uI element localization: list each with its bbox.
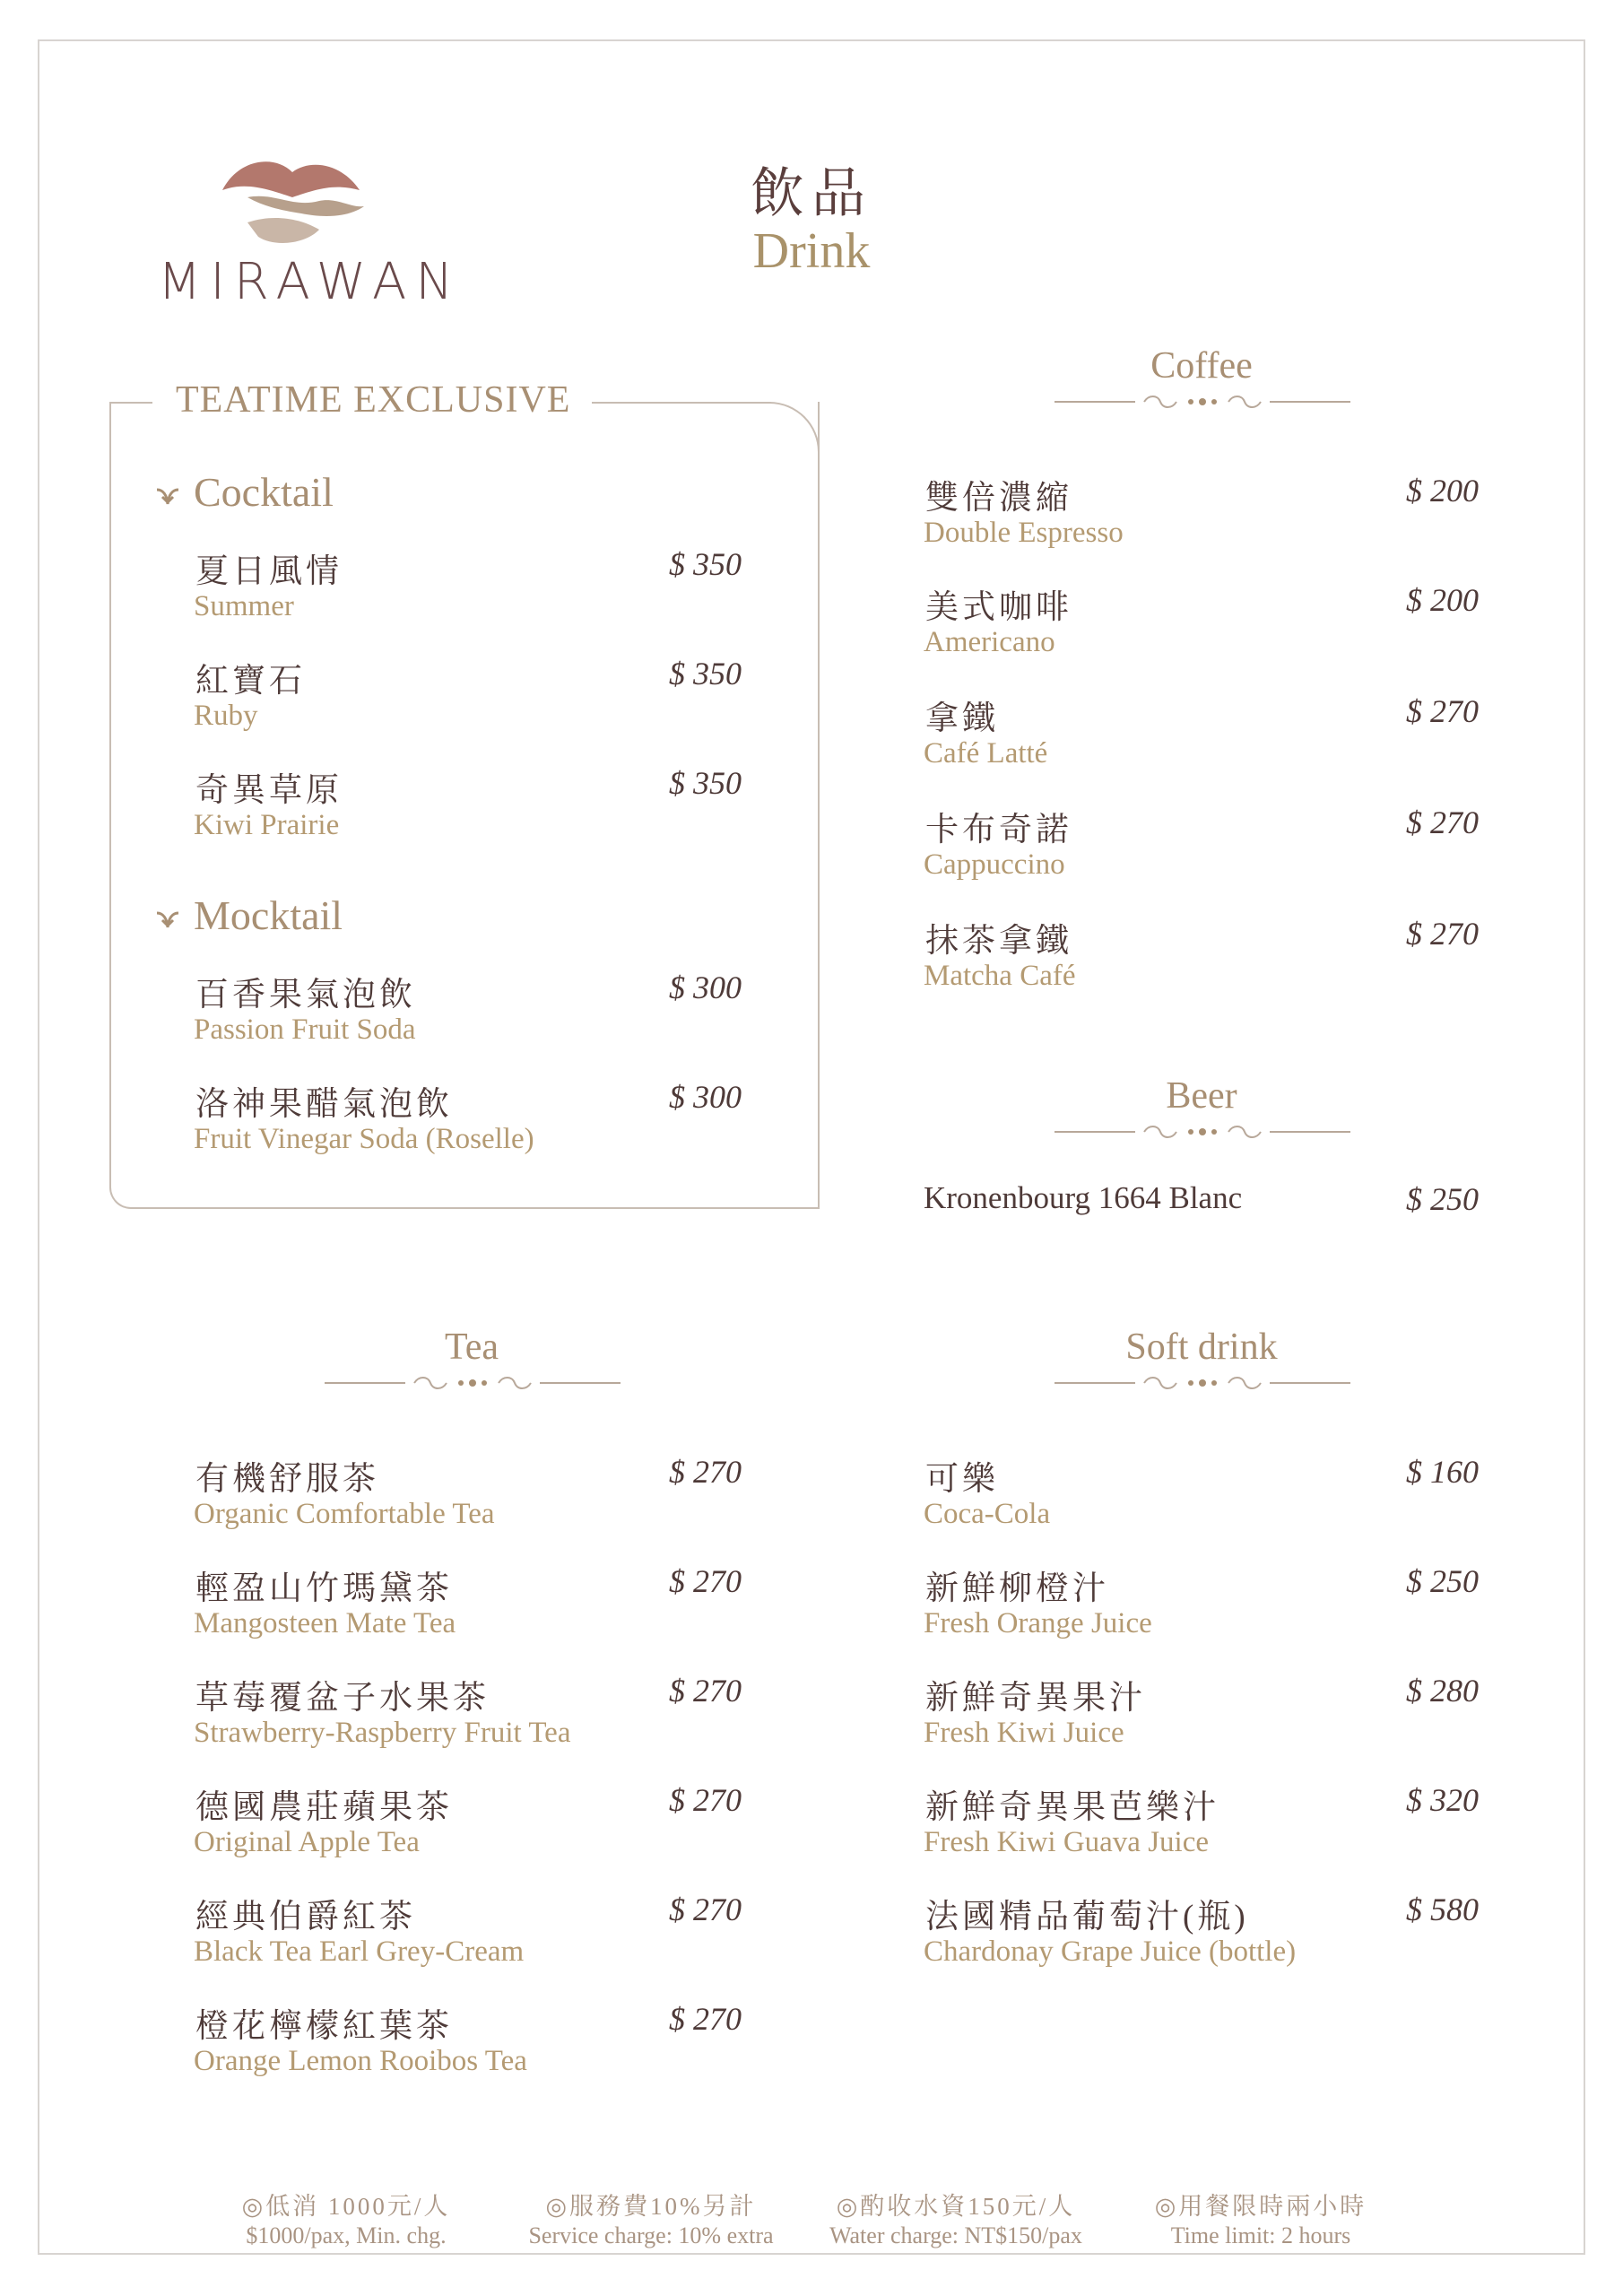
menu-item-name-zh: 可樂 [925,1461,999,1498]
panel-border [109,402,152,404]
ornament-divider-icon [1055,391,1350,413]
menu-item-price: $ 270 [669,1454,742,1490]
menu-item-price: $ 270 [1406,693,1479,729]
cocktail-heading: Cocktail [194,469,334,515]
ornament-divider-icon [325,1372,621,1394]
soft-drink-heading: Soft drink [1125,1326,1278,1368]
menu-item-name-zh: 雙倍濃縮 [925,480,1072,517]
leaf-icon [154,906,181,933]
menu-item-price: $ 270 [669,1892,742,1927]
menu-item-name-en: Double Espresso [924,517,1124,549]
menu-item-price: $ 270 [669,1563,742,1599]
menu-item-name-en: Passion Fruit Soda [194,1013,416,1046]
menu-item-price: $ 300 [669,970,742,1005]
menu-item-name-zh: 抹茶拿鐵 [925,923,1072,960]
footer-note-zh: ◎服務費10%另計 [545,2193,757,2220]
menu-item-name-zh: 卡布奇諾 [925,812,1072,848]
menu-item-price: $ 270 [669,1673,742,1709]
menu-item-price: $ 200 [1406,473,1479,509]
footer-note-en: Service charge: 10% extra [528,2222,774,2248]
menu-item-name-zh: 有機舒服茶 [195,1461,379,1498]
menu-item-name-en: Cappuccino [924,848,1065,881]
menu-item-name-en: Fresh Orange Juice [924,1607,1152,1639]
menu-item-name-zh: 經典伯爵紅茶 [195,1899,416,1935]
menu-item-price: $ 270 [669,2001,742,2037]
beer-heading: Beer [1166,1075,1237,1117]
menu-item-name-zh: 百香果氣泡飲 [195,977,416,1013]
ornament-divider-icon [1055,1372,1350,1394]
menu-item-name-en: Fresh Kiwi Juice [924,1717,1124,1749]
footer-note-en: Water charge: NT$150/pax [829,2222,1082,2248]
menu-item-price: $ 320 [1406,1782,1479,1818]
menu-item-name-zh: 紅寶石 [195,663,306,700]
menu-item-price: $ 300 [669,1079,742,1115]
menu-item-name-en: Coca-Cola [924,1498,1051,1530]
menu-item-name-en: Summer [194,590,294,622]
footer-note-zh: ◎低消 1000元/人 [241,2193,451,2220]
menu-item-name-zh: 橙花檸檬紅葉茶 [195,2008,453,2045]
menu-item-name-zh: 美式咖啡 [925,589,1072,626]
menu-item-name-zh: 法國精品葡萄汁(瓶) [925,1899,1249,1935]
menu-item-name-en: Chardonay Grape Juice (bottle) [924,1935,1297,1968]
menu-item-name-zh: 奇異草原 [195,772,343,809]
menu-item-name-en: Organic Comfortable Tea [194,1498,495,1530]
menu-item-name-zh: 德國農莊蘋果茶 [195,1789,453,1826]
menu-item-name-en: Black Tea Earl Grey-Cream [194,1935,525,1968]
coffee-heading: Coffee [1150,345,1253,387]
menu-item-name-en: Americano [924,626,1055,658]
menu-item-name-zh: 新鮮奇異果芭樂汁 [925,1789,1219,1826]
menu-item-name-en: Orange Lemon Rooibos Tea [194,2045,527,2077]
menu-item-name: Kronenbourg 1664 Blanc [924,1180,1243,1215]
menu-item-name-en: Café Latté [924,737,1048,770]
menu-item-price: $ 270 [669,1782,742,1818]
menu-item-price: $ 160 [1406,1454,1479,1490]
page-title-zh: 飲品 [751,164,872,223]
menu-item-name-zh: 新鮮奇異果汁 [925,1680,1146,1717]
brand-name: MIRAWAN [158,253,463,311]
menu-item-name-en: Original Apple Tea [194,1826,420,1858]
footer-note-zh: ◎用餐限時兩小時 [1154,2193,1367,2220]
menu-item-price: $ 280 [1406,1673,1479,1709]
menu-item-name-en: Mangosteen Mate Tea [194,1607,456,1639]
menu-item-price: $ 250 [1406,1563,1479,1599]
footer-note-zh: ◎酌收水資150元/人 [836,2193,1076,2220]
menu-item-name-zh: 洛神果醋氣泡飲 [195,1086,453,1123]
menu-item-name-zh: 拿鐵 [925,700,999,737]
menu-item-name-zh: 夏日風情 [195,553,343,590]
ornament-divider-icon [1055,1121,1350,1143]
menu-item-price: $ 200 [1406,582,1479,618]
menu-item-price: $ 350 [669,656,742,691]
menu-item-name-en: Kiwi Prairie [194,809,340,841]
menu-item-price: $ 270 [1406,916,1479,952]
teatime-title: TEATIME EXCLUSIVE [176,379,571,421]
menu-item-price: $ 580 [1406,1892,1479,1927]
menu-item-name-en: Fresh Kiwi Guava Juice [924,1826,1210,1858]
footer-note-en: $1000/pax, Min. chg. [246,2222,447,2248]
menu-item-price: $ 350 [669,546,742,582]
tea-heading: Tea [444,1326,499,1368]
menu-item-name-en: Fruit Vinegar Soda (Roselle) [194,1123,534,1155]
menu-item-price: $ 270 [1406,804,1479,840]
menu-item-name-zh: 草莓覆盆子水果茶 [195,1680,490,1717]
menu-item-name-en: Strawberry-Raspberry Fruit Tea [194,1717,571,1749]
page-title-en: Drink [752,223,871,279]
menu-item-name-zh: 輕盈山竹瑪黛茶 [195,1570,453,1607]
menu-item-name-en: Ruby [194,700,258,732]
footer-note-en: Time limit: 2 hours [1170,2222,1351,2248]
mocktail-heading: Mocktail [194,892,343,938]
leaf-icon [154,483,181,509]
menu-item-name-zh: 新鮮柳橙汁 [925,1570,1109,1607]
menu-item-price: $ 250 [1406,1181,1479,1217]
menu-item-name-en: Matcha Café [924,960,1076,992]
menu-item-price: $ 350 [669,765,742,801]
